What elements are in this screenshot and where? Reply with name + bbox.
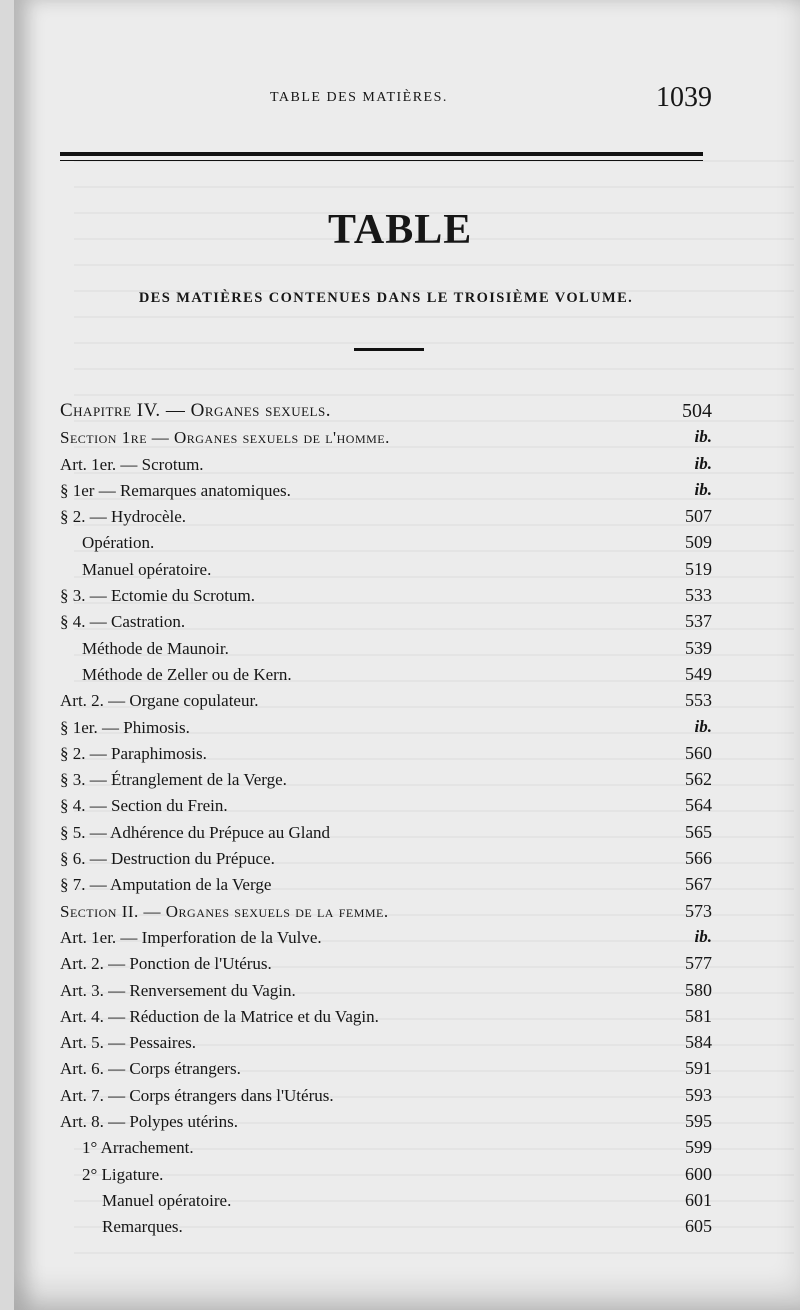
toc-entry-page: 580 [685,979,712,1000]
toc-entry [60,1031,712,1057]
toc-entry [60,900,712,926]
toc-entry [60,952,712,978]
toc-entry-page: 591 [685,1058,712,1079]
toc-entry [60,1215,712,1241]
toc-entry-page: 533 [685,585,712,606]
toc-entry [60,873,712,899]
toc-entry-label: Art. 1er. — Scrotum. [60,454,204,474]
toc-entry [60,742,712,768]
toc-entry-page: 565 [685,821,712,842]
title-divider [354,348,424,351]
toc-entry-page: 537 [685,611,712,632]
toc-entry [60,821,712,847]
toc-entry-label: Art. 6. — Corps étrangers. [60,1059,241,1079]
toc-entry-page: 507 [685,506,712,527]
toc-entry [60,794,712,820]
toc-entry-label: Méthode de Zeller ou de Kern. [82,664,292,684]
toc-entry-page: 562 [685,769,712,790]
page-number: 1039 [656,82,712,113]
toc-entry [60,453,712,479]
toc-entry-label: Art. 5. — Pessaires. [60,1033,196,1053]
toc-entry-page: 573 [685,900,712,921]
toc-entry-page: 599 [685,1137,712,1158]
table-of-contents [60,400,712,1242]
running-title: TABLE DES MATIÈRES. [270,90,448,105]
toc-entry-page: ib. [694,926,712,946]
toc-entry-page: 519 [685,558,712,579]
toc-entry-label: 2° Ligature. [82,1164,164,1184]
toc-entry [60,1163,712,1189]
toc-entry [60,1189,712,1215]
toc-entry [60,610,712,636]
toc-entry-label: § 4. — Castration. [60,612,186,632]
toc-entry-label: § 3. — Ectomie du Scrotum. [60,586,256,606]
toc-entry-label: Manuel opératoire. [102,1190,232,1210]
toc-entry-label: § 2. — Hydrocèle. [60,507,187,527]
toc-entry-page: 560 [685,742,712,763]
toc-entry-label: § 6. — Destruction du Prépuce. [60,849,275,869]
toc-entry-page: 566 [685,848,712,869]
header-rule-thin [60,160,703,161]
toc-entry-label: Chapitre IV. — Organes sexuels. [60,400,331,421]
toc-entry [60,426,712,452]
toc-entry [60,716,712,742]
toc-entry [60,689,712,715]
toc-entry-label: § 2. — Paraphimosis. [60,743,207,763]
toc-entry-page: ib. [694,479,712,499]
toc-entry-page: 504 [682,400,712,422]
toc-entry-label: Art. 4. — Réduction de la Matrice et du Vagin. [60,1006,379,1026]
page-title: TABLE [328,207,473,253]
toc-entry [60,637,712,663]
toc-entry-page: 509 [685,532,712,553]
toc-entry-label: Art. 7. — Corps étrangers dans l'Utérus. [60,1085,334,1105]
toc-entry-label: § 1er — Remarques anatomiques. [60,480,291,500]
toc-entry-page: ib. [694,427,712,447]
toc-entry-label: § 7. — Amputation de la Verge [60,875,272,895]
toc-entry-page: 567 [685,874,712,895]
toc-entry-page: 581 [685,1005,712,1026]
toc-entry [60,847,712,873]
toc-entry-label: Remarques. [102,1217,183,1237]
toc-entry [60,926,712,952]
toc-entry-page: 584 [685,1032,712,1053]
toc-entry [60,584,712,610]
toc-entry-page: 600 [685,1163,712,1184]
toc-entry [60,1110,712,1136]
toc-entry-label: Opération. [82,533,155,553]
toc-entry [60,400,712,426]
toc-entry [60,558,712,584]
toc-entry-page: 593 [685,1084,712,1105]
toc-entry-page: 564 [685,795,712,816]
toc-entry [60,1057,712,1083]
toc-entry-label: Art. 2. — Ponction de l'Utérus. [60,954,272,974]
toc-entry-page: ib. [694,716,712,736]
toc-entry-label: Art. 1er. — Imperforation de la Vulve. [60,927,322,947]
toc-entry-label: 1° Arrachement. [82,1138,194,1158]
toc-entry-label: Manuel opératoire. [82,559,212,579]
toc-entry-label: § 5. — Adhérence du Prépuce au Gland [60,822,331,842]
toc-entry [60,505,712,531]
toc-entry-label: Section II. — Organes sexuels de la femme. [60,901,389,921]
toc-entry [60,979,712,1005]
toc-entry-page: 595 [685,1111,712,1132]
toc-entry [60,1136,712,1162]
toc-entry-page: 553 [685,690,712,711]
toc-entry-page: 549 [685,663,712,684]
toc-entry-label: Méthode de Maunoir. [82,638,229,658]
book-page [14,0,800,1310]
toc-entry-label: Art. 3. — Renversement du Vagin. [60,980,296,1000]
page-subtitle: DES MATIÈRES CONTENUES DANS LE TROISIÈME VOLUME. [138,290,634,306]
toc-entry [60,1084,712,1110]
toc-entry-page: 577 [685,953,712,974]
toc-entry-page: ib. [694,453,712,473]
toc-entry-page: 605 [685,1216,712,1237]
toc-entry-label: Art. 2. — Organe copulateur. [60,691,259,711]
toc-entry-page: 539 [685,637,712,658]
toc-entry-label: Section 1re — Organes sexuels de l'homme. [60,428,390,448]
toc-entry-page: 601 [685,1189,712,1210]
toc-entry [60,768,712,794]
toc-entry-label: § 4. — Section du Frein. [60,796,228,816]
header-rule [60,152,703,156]
toc-entry [60,663,712,689]
toc-entry-label: Art. 8. — Polypes utérins. [60,1112,239,1132]
toc-entry [60,479,712,505]
toc-entry [60,531,712,557]
toc-entry-label: § 1er. — Phimosis. [60,717,190,737]
toc-entry-label: § 3. — Étranglement de la Verge. [60,770,287,790]
toc-entry [60,1005,712,1031]
